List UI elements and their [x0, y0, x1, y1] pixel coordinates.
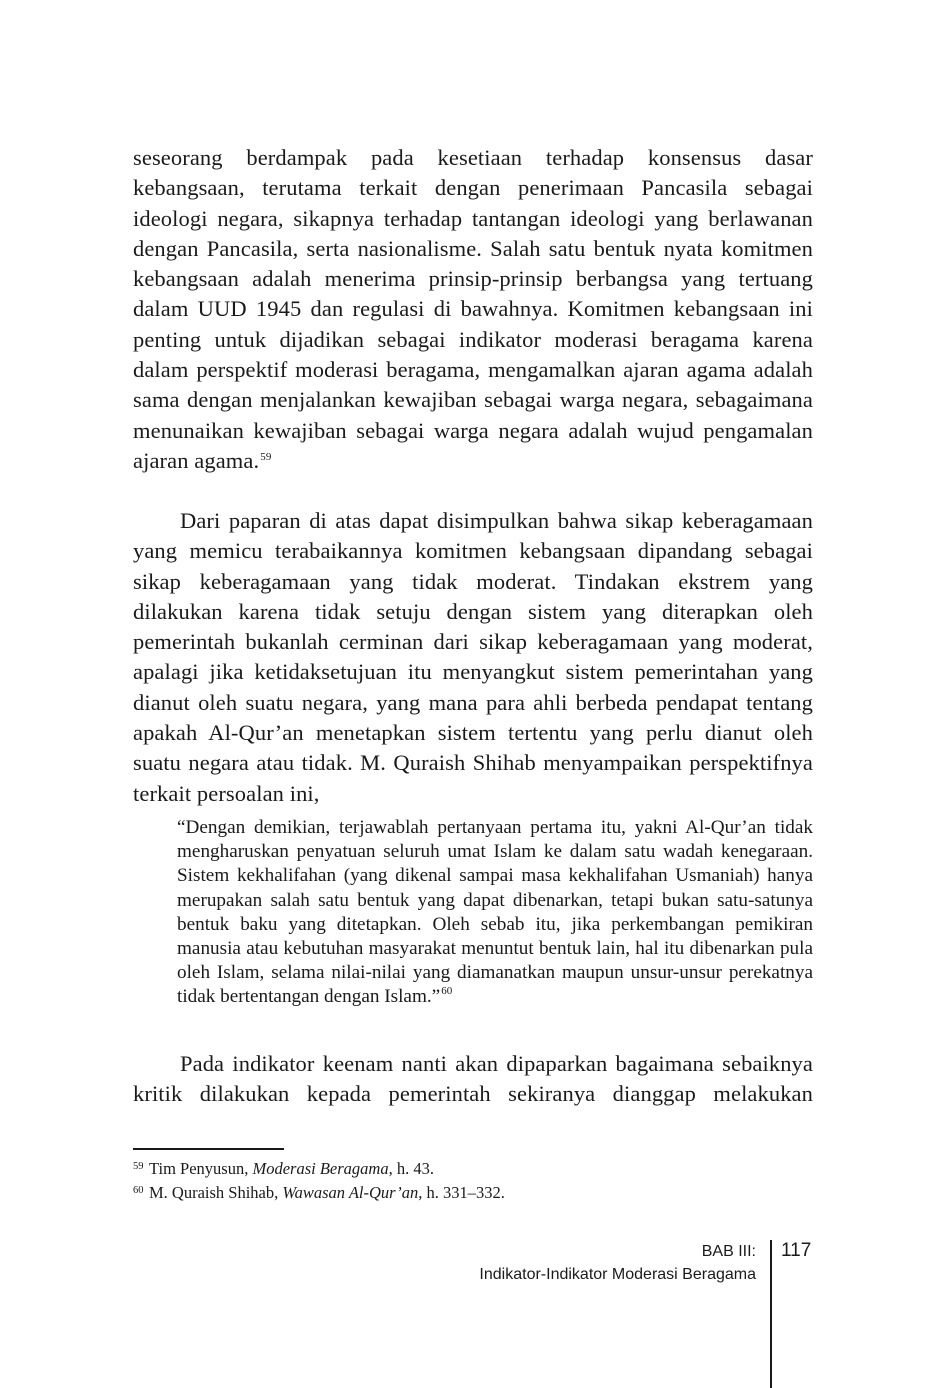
footnote-60	[133, 1180, 813, 1204]
footnote-ref-59[interactable]: 59	[260, 450, 272, 463]
paragraph-3-text: Pada indikator keenam nanti akan dipaparkan bagaimana sebaiknya kritik dilakukan kepada pemerintah sekiranya dianggap melakukan	[133, 1051, 813, 1107]
body-paragraph-2	[133, 506, 813, 809]
footnote-number: 60	[133, 1185, 144, 1196]
chapter-title: Indikator-Indikator Moderasi Beragama	[479, 1266, 756, 1283]
footnote-page: h. 331–332.	[422, 1183, 505, 1202]
footnote-author: M. Quraish Shihab,	[149, 1183, 283, 1202]
quote-text: “Dengan demikian, terjawablah pertanyaan pertama itu, yakni Al-Qur’an tidak mengharuskan penyatuan seluruh umat Islam ke dalam satu wadah kenegaraan. Sistem kekhalifahan (yang dikenal sampai masa kekhalifahan Usmaniah) hanya merupakan salah satu bentuk yang dapat dibenarkan, tetapi bukan satu-satunya bentuk baku yang ditetapkan. Oleh sebab itu, jika perkembangan pemikiran manusia atau kebutuhan masyarakat menuntut bentuk lain, hal itu dibenarkan pula oleh Islam, selama nilai-nilai yang diamanatkan maupun unsur-unsur perekatnya tidak bertentangan dengan Islam.”	[177, 817, 813, 1008]
footnote-ref-60[interactable]: 60	[441, 985, 453, 998]
footnotes	[133, 1156, 813, 1204]
footer-divider	[770, 1240, 772, 1388]
footnote-divider	[133, 1148, 284, 1150]
chapter-label: BAB III:	[701, 1243, 756, 1260]
footnote-title: Moderasi Beragama	[252, 1159, 389, 1178]
paragraph-1-text: seseorang berdampak pada kesetiaan terhadap konsensus dasar kebangsaan, terutama terkait dengan penerimaan Pancasila sebagai ideologi negara, sikapnya terhadap tantangan ideologi yang berlawanan dengan Pancasila, serta nasionalisme. Salah satu bentuk nyata komitmen kebangsaan adalah menerima prinsip-prinsip berbangsa yang tertuang dalam UUD 1945 dan regulasi di bawahnya. Komitmen kebangsaan ini penting untuk dijadikan sebagai indikator moderasi beragama karena dalam perspektif moderasi beragama, mengamalkan ajaran agama adalah sama dengan menjalankan kewajiban sebagai warga negara, sebagaimana menunaikan kewajiban sebagai warga negara adalah wujud pengamalan ajaran agama.	[133, 145, 813, 473]
paragraph-2-text: Dari paparan di atas dapat disimpulkan bahwa sikap keberagamaan yang memicu terabaikannya komitmen kebangsaan dipandang sebagai sikap keberagamaan yang tidak moderat. Tindakan ekstrem yang dilakukan karena tidak setuju dengan sistem yang diterapkan oleh pemerintah bukanlah cerminan dari sikap keberagamaan yang moderat, apalagi jika ketidaksetujuan itu menyangkut sistem pemerintahan yang dianut oleh suatu negara, yang mana para ahli berbeda pendapat tentang apakah Al-Qur’an menetapkan sistem tertentu yang perlu dianut oleh suatu negara atau tidak. M. Quraish Shihab menyampaikan perspektifnya terkait persoalan ini,	[133, 508, 813, 806]
footnote-number: 59	[133, 1161, 144, 1172]
page-number: 117	[781, 1240, 812, 1261]
block-quote	[177, 816, 813, 1010]
body-paragraph-3	[133, 1049, 813, 1110]
body-paragraph-1	[133, 143, 813, 476]
footnote-page: , h. 43.	[388, 1159, 434, 1178]
footnote-author: Tim Penyusun,	[149, 1159, 253, 1178]
running-footer	[479, 1240, 756, 1286]
footnote-title: Wawasan Al-Qur’an,	[282, 1183, 423, 1202]
footnote-59	[133, 1156, 813, 1180]
